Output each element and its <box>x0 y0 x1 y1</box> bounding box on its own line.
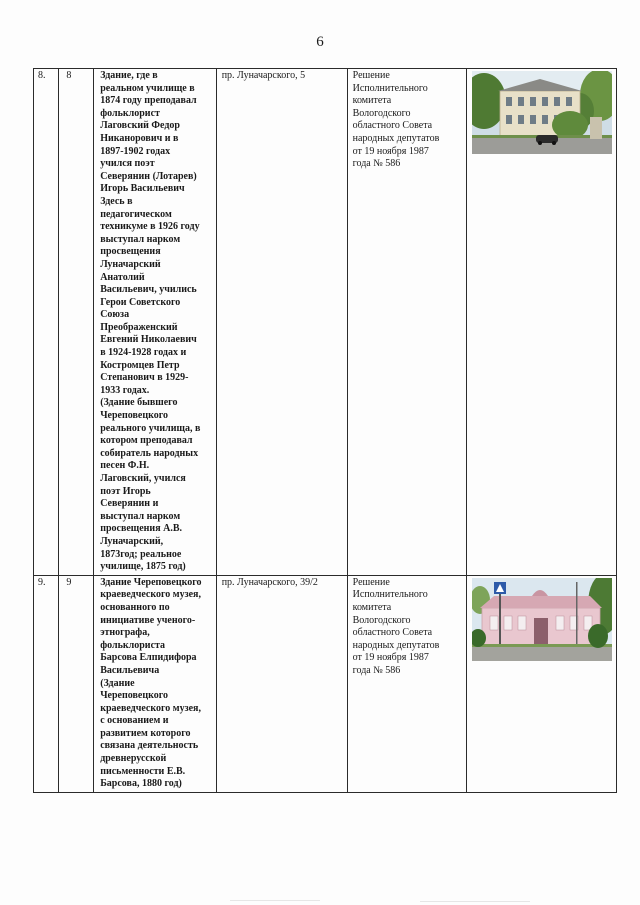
row-number: 8 <box>59 69 94 576</box>
table-row <box>34 69 617 576</box>
building-photo <box>472 71 612 154</box>
protection-decision: Решение Исполнительного комитета Вологодского областного Совета народных депутатов от 19 ноября 1987 года № 586 <box>347 575 466 792</box>
protection-decision: Решение Исполнительного комитета Вологодского областного Совета народных депутатов от 19 ноября 1987 года № 586 <box>347 69 466 576</box>
monuments-table <box>33 68 617 793</box>
object-name: Здание Череповецкого краеведческого музея, основанного по инициативе ученого- этнографа, фольклориста Барсова Елпидифора Васильевича (Здание Череповецкого краеведческого музея, с основанием и развитием которого связана деятельность древнерусской письменности Е.В. Барсова, 1880 год) <box>94 575 217 792</box>
page-number: 6 <box>316 34 324 50</box>
object-address: пр. Луначарского, 5 <box>216 69 347 576</box>
scan-artifact <box>420 901 530 902</box>
scan-artifact <box>230 900 320 901</box>
row-index: 9. <box>34 575 59 792</box>
row-number: 9 <box>59 575 94 792</box>
museum-photo <box>472 578 612 661</box>
table-row <box>34 575 617 792</box>
row-index: 8. <box>34 69 59 576</box>
object-name: Здание, где в реальном училище в 1874 году преподавал фольклорист Лаговский Федор Никанорович и в 1897-1902 годах учился поэт Северянин (Лотарев) Игорь Васильевич Здесь в педагогическом техникуме в 1926 году выступал нарком просвещения Луначарский Анатолий Васильевич, учились Герои Советского Союза Преображенский Евгений Николаевич в 1924-1928 годах и Костромцев Петр Степанович в 1929- 1933 годах. (Здание бывшего Череповецкого реального училища, в котором преподавал собиратель народных песен Ф.Н. Лаговский, учился поэт Игорь Северянин и выступал нарком просвещения А.В. Луначарский, 1873год; реальное училище, 1875 год) <box>94 69 217 576</box>
photo-cell <box>466 575 616 792</box>
photo-cell <box>466 69 616 576</box>
object-address: пр. Луначарского, 39/2 <box>216 575 347 792</box>
